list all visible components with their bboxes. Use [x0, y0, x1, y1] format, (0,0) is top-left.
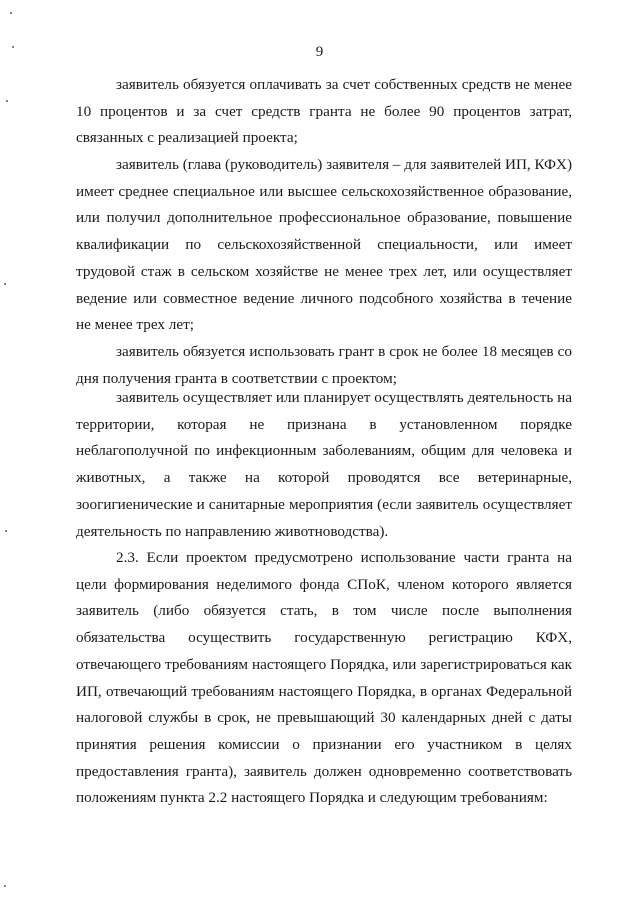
- scan-speck: [4, 283, 6, 285]
- paragraph-education-requirement: [76, 152, 572, 339]
- paragraph-territory-requirement: [76, 385, 572, 545]
- page-number: 9: [315, 44, 324, 60]
- paragraph-text: 2.3. Если проектом предусмотрено использование части гранта на цели формирования неделимого фонда СПоК, членом которого является заявитель (либо обязуется стать, в том числе после выполнения обязательства осуществить государственную регистрацию КФХ, отвечающего требованиям настоящего Порядка, или зарегистрироваться как ИП, отвечающий требованиям настоящего Порядка, в органах Федеральной налоговой службы в срок, не превышающий 30 календарных дней с даты принятия решения комиссии о признании его участником в целях предоставления гранта), заявитель должен одновременно соответствовать положениям пункта 2.2 настоящего Порядка и следующим требованиям:: [76, 549, 572, 807]
- scan-speck: [4, 885, 6, 887]
- paragraph-text: заявитель обязуется использовать грант в срок не более 18 месяцев со дня получения гранта в соответствии с проектом;: [76, 343, 572, 387]
- scan-speck: [12, 46, 14, 48]
- paragraph-text: заявитель обязуется оплачивать за счет собственных средств не менее 10 процентов и за счет средств гранта не более 90 процентов затрат, связанных с реализацией проекта;: [76, 76, 572, 147]
- paragraph-section-2-3: [76, 545, 572, 812]
- scan-speck: [5, 530, 7, 532]
- scan-speck: [10, 12, 12, 14]
- scan-speck: [6, 100, 8, 102]
- paragraph-cofinancing: [76, 72, 572, 152]
- paragraph-text: заявитель осуществляет или планирует осуществлять деятельность на территории, которая не признана в установленном порядке неблагополучной по инфекционным заболеваниям, общим для человека и животных, а также на которой проводятся все ветеринарные, зоогигиенические и санитарные мероприятия (если заявитель осуществляет деятельность по направлению животноводства).: [76, 389, 572, 540]
- paragraph-text: заявитель (глава (руководитель) заявителя – для заявителей ИП, КФХ) имеет среднее специальное или высшее сельскохозяйственное образование, или получил дополнительное профессиональное образование, повышение квалификации по сельскохозяйственной специальности, или имеет трудовой стаж в сельском хозяйстве не менее трех лет, или осуществляет ведение или совместное ведение личного подсобного хозяйства в течение не менее трех лет;: [76, 156, 573, 334]
